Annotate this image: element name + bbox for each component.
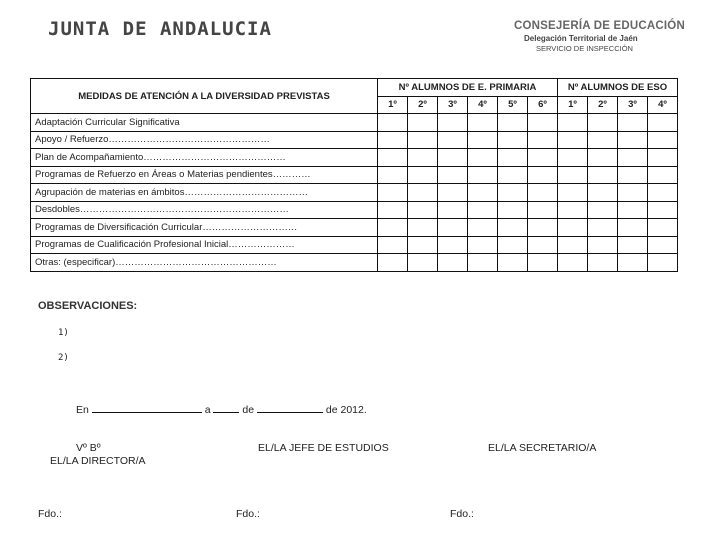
measure-label: Programas de Cualificación Profesional Inicial………………… — [31, 236, 378, 254]
day-blank[interactable] — [213, 402, 239, 413]
director-label: EL/LA DIRECTOR/A — [50, 455, 146, 467]
count-cell[interactable] — [588, 254, 618, 272]
count-cell[interactable] — [648, 166, 678, 184]
table-row — [31, 219, 678, 237]
count-cell[interactable] — [378, 149, 408, 167]
measure-label: Desdobles………………………………………………………… — [31, 201, 378, 219]
count-cell[interactable] — [438, 236, 468, 254]
count-cell[interactable] — [588, 219, 618, 237]
consejeria-text: CONSEJERÍA DE EDUCACIÓN — [514, 20, 685, 32]
fdo-director: Fdo.: — [38, 508, 62, 520]
servicio-text: SERVICIO DE INSPECCIÓN — [536, 44, 633, 53]
measure-label: Programas de Diversificación Curricular………………………… — [31, 219, 378, 237]
count-cell[interactable] — [438, 201, 468, 219]
count-cell[interactable] — [588, 149, 618, 167]
observaciones-title: OBSERVACIONES: — [38, 300, 138, 312]
visto-bueno-label: Vº Bº — [76, 442, 101, 454]
count-cell[interactable] — [408, 219, 438, 237]
table-body — [31, 114, 678, 272]
date-year-label: de 2012. — [325, 404, 367, 416]
count-cell[interactable] — [618, 114, 648, 132]
eso-header: Nº ALUMNOS DE ESO — [558, 79, 678, 97]
count-cell[interactable] — [438, 166, 468, 184]
primaria-header: Nº ALUMNOS DE E. PRIMARIA — [378, 79, 558, 97]
primaria-grade-6: 6º — [528, 96, 558, 114]
eso-grade-2: 2º — [588, 96, 618, 114]
table-row — [31, 201, 678, 219]
count-cell[interactable] — [438, 114, 468, 132]
count-cell[interactable] — [558, 201, 588, 219]
observation-item-1[interactable]: 1) — [58, 328, 69, 338]
eso-grade-4: 4º — [648, 96, 678, 114]
month-blank[interactable] — [257, 402, 323, 413]
count-cell[interactable] — [408, 201, 438, 219]
count-cell[interactable] — [648, 201, 678, 219]
place-blank[interactable] — [92, 402, 202, 413]
primaria-grade-5: 5º — [498, 96, 528, 114]
count-cell[interactable] — [558, 254, 588, 272]
count-cell[interactable] — [528, 149, 558, 167]
logo-junta: JUNTA DE ANDALUCIA — [48, 18, 272, 40]
count-cell[interactable] — [468, 254, 498, 272]
count-cell[interactable] — [528, 114, 558, 132]
count-cell[interactable] — [468, 219, 498, 237]
count-cell[interactable] — [528, 236, 558, 254]
count-cell[interactable] — [558, 184, 588, 202]
count-cell[interactable] — [618, 184, 648, 202]
count-cell[interactable] — [648, 114, 678, 132]
count-cell[interactable] — [408, 184, 438, 202]
secretario-label: EL/LA SECRETARIO/A — [488, 442, 597, 454]
count-cell[interactable] — [588, 131, 618, 149]
count-cell[interactable] — [468, 131, 498, 149]
count-cell[interactable] — [378, 201, 408, 219]
diversity-measures-table — [30, 78, 678, 272]
count-cell[interactable] — [408, 254, 438, 272]
date-de-label: de — [242, 404, 255, 416]
count-cell[interactable] — [498, 254, 528, 272]
date-line — [76, 402, 367, 416]
date-en-label: En — [76, 404, 89, 416]
count-cell[interactable] — [408, 131, 438, 149]
count-cell[interactable] — [408, 236, 438, 254]
count-cell[interactable] — [558, 236, 588, 254]
fdo-jefe: Fdo.: — [236, 508, 260, 520]
count-cell[interactable] — [648, 236, 678, 254]
count-cell[interactable] — [618, 149, 648, 167]
count-cell[interactable] — [378, 184, 408, 202]
count-cell[interactable] — [438, 131, 468, 149]
count-cell[interactable] — [438, 254, 468, 272]
count-cell[interactable] — [648, 219, 678, 237]
count-cell[interactable] — [468, 166, 498, 184]
count-cell[interactable] — [618, 236, 648, 254]
count-cell[interactable] — [558, 149, 588, 167]
count-cell[interactable] — [468, 236, 498, 254]
count-cell[interactable] — [378, 131, 408, 149]
count-cell[interactable] — [498, 236, 528, 254]
eso-grade-3: 3º — [618, 96, 648, 114]
count-cell[interactable] — [588, 236, 618, 254]
count-cell[interactable] — [588, 166, 618, 184]
count-cell[interactable] — [468, 201, 498, 219]
count-cell[interactable] — [558, 114, 588, 132]
count-cell[interactable] — [528, 254, 558, 272]
count-cell[interactable] — [498, 219, 528, 237]
table-row — [31, 131, 678, 149]
count-cell[interactable] — [588, 201, 618, 219]
count-cell[interactable] — [498, 149, 528, 167]
count-cell[interactable] — [618, 166, 648, 184]
table-row — [31, 184, 678, 202]
count-cell[interactable] — [378, 254, 408, 272]
count-cell[interactable] — [648, 149, 678, 167]
jefe-estudios-label: EL/LA JEFE DE ESTUDIOS — [258, 442, 389, 454]
count-cell[interactable] — [528, 219, 558, 237]
count-cell[interactable] — [408, 149, 438, 167]
count-cell[interactable] — [438, 184, 468, 202]
primaria-grade-3: 3º — [438, 96, 468, 114]
measure-label: Adaptación Curricular Significativa — [31, 114, 378, 132]
table-row — [31, 236, 678, 254]
measure-label: Plan de Acompañamiento……………………………………… — [31, 149, 378, 167]
count-cell[interactable] — [588, 184, 618, 202]
primaria-grade-1: 1º — [378, 96, 408, 114]
count-cell[interactable] — [498, 201, 528, 219]
measure-label: Programas de Refuerzo en Áreas o Materias pendientes………… — [31, 166, 378, 184]
count-cell[interactable] — [648, 254, 678, 272]
count-cell[interactable] — [648, 184, 678, 202]
count-cell[interactable] — [468, 184, 498, 202]
count-cell[interactable] — [468, 114, 498, 132]
count-cell[interactable] — [558, 219, 588, 237]
date-a-label: a — [204, 404, 211, 416]
count-cell[interactable] — [378, 219, 408, 237]
count-cell[interactable] — [528, 184, 558, 202]
observation-item-2[interactable]: 2) — [58, 353, 69, 363]
fdo-secretario: Fdo.: — [450, 508, 474, 520]
count-cell[interactable] — [558, 166, 588, 184]
count-cell[interactable] — [438, 149, 468, 167]
count-cell[interactable] — [528, 166, 558, 184]
count-cell[interactable] — [528, 131, 558, 149]
measure-label: Otras: (especificar)…………………………………………… — [31, 254, 378, 272]
table-row — [31, 254, 678, 272]
count-cell[interactable] — [498, 166, 528, 184]
count-cell[interactable] — [498, 184, 528, 202]
measure-label: Agrupación de materias en ámbitos………………………………… — [31, 184, 378, 202]
count-cell[interactable] — [618, 219, 648, 237]
measure-label: Apoyo / Refuerzo…………………………………………… — [31, 131, 378, 149]
count-cell[interactable] — [408, 166, 438, 184]
eso-grade-1: 1º — [558, 96, 588, 114]
count-cell[interactable] — [618, 201, 648, 219]
table-row — [31, 114, 678, 132]
primaria-grade-4: 4º — [468, 96, 498, 114]
count-cell[interactable] — [498, 131, 528, 149]
count-cell[interactable] — [468, 149, 498, 167]
count-cell[interactable] — [378, 166, 408, 184]
count-cell[interactable] — [438, 219, 468, 237]
count-cell[interactable] — [378, 114, 408, 132]
table-title: MEDIDAS DE ATENCIÓN A LA DIVERSIDAD PREVISTAS — [31, 79, 378, 114]
count-cell[interactable] — [408, 114, 438, 132]
count-cell[interactable] — [378, 236, 408, 254]
table-row — [31, 166, 678, 184]
primaria-grade-2: 2º — [408, 96, 438, 114]
count-cell[interactable] — [528, 201, 558, 219]
count-cell[interactable] — [618, 131, 648, 149]
count-cell[interactable] — [498, 114, 528, 132]
header-institution — [514, 20, 694, 53]
count-cell[interactable] — [558, 131, 588, 149]
count-cell[interactable] — [588, 114, 618, 132]
count-cell[interactable] — [648, 131, 678, 149]
delegacion-text: Delegación Territorial de Jaén — [524, 34, 638, 43]
count-cell[interactable] — [618, 254, 648, 272]
table-row — [31, 149, 678, 167]
